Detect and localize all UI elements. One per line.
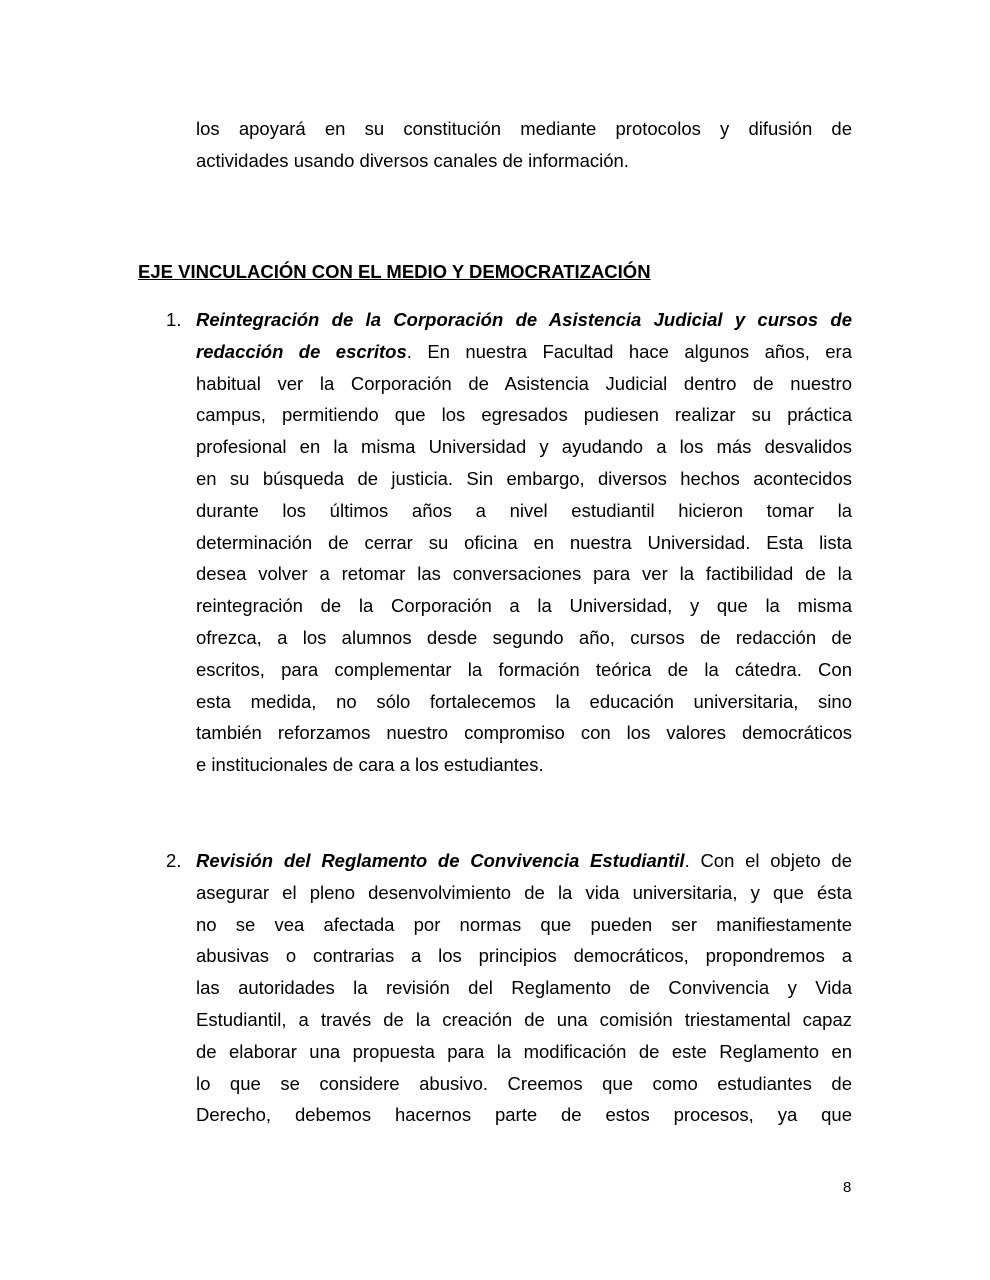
text-line bbox=[196, 558, 852, 590]
body-text: esta medida, no sólo fortalecemos la educación universitaria, sino bbox=[196, 690, 852, 712]
list-item-2 bbox=[196, 845, 852, 1131]
text-line bbox=[196, 113, 852, 145]
item-title-text: Reintegración de la Corporación de Asistencia Judicial y cursos de bbox=[196, 309, 852, 330]
list-item-1 bbox=[196, 304, 852, 781]
text-line bbox=[196, 877, 852, 909]
text-line bbox=[196, 909, 852, 941]
body-text: determinación de cerrar su oficina en nuestra Universidad. Esta lista bbox=[196, 531, 852, 553]
text-line bbox=[196, 1036, 852, 1068]
text-line bbox=[196, 1004, 852, 1036]
body-text: también reforzamos nuestro compromiso con los valores democráticos bbox=[196, 722, 852, 744]
item-number: 1. bbox=[166, 309, 182, 330]
text-line bbox=[196, 336, 852, 368]
body-text: . En nuestra Facultad hace algunos años, era bbox=[406, 340, 852, 362]
text-line bbox=[196, 304, 852, 336]
text-line bbox=[196, 463, 852, 495]
body-text: profesional en la misma Universidad y ayudando a los más desvalidos bbox=[196, 436, 852, 458]
body-text: escritos, para complementar la formación teórica de la cátedra. Con bbox=[196, 658, 852, 680]
body-text: durante los últimos años a nivel estudiantil hicieron tomar la bbox=[196, 499, 852, 521]
body-text: lo que se considere abusivo. Creemos que como estudiantes de bbox=[196, 1072, 852, 1094]
section-heading: EJE VINCULACIÓN CON EL MEDIO Y DEMOCRATIZACIÓN bbox=[138, 261, 651, 282]
text-line bbox=[196, 654, 852, 686]
text-line bbox=[196, 1068, 852, 1100]
text-line bbox=[196, 399, 852, 431]
page-number: 8 bbox=[843, 1179, 852, 1196]
body-text: en su búsqueda de justicia. Sin embargo, diversos hechos acontecidos bbox=[196, 467, 852, 489]
item-number: 2. bbox=[166, 850, 182, 871]
body-text: Estudiantil, a través de la creación de una comisión triestamental capaz bbox=[196, 1008, 852, 1030]
body-text: e institucionales de cara a los estudiantes. bbox=[196, 754, 544, 776]
text-line bbox=[196, 145, 852, 177]
body-text: desea volver a retomar las conversaciones para ver la factibilidad de la bbox=[196, 563, 852, 585]
intro-paragraph bbox=[196, 113, 852, 177]
body-text: las autoridades la revisión del Reglamento de Convivencia y Vida bbox=[196, 977, 852, 999]
body-text: los apoyará en su constitución mediante protocolos y difusión de bbox=[196, 118, 852, 139]
body-text: habitual ver la Corporación de Asistencia Judicial dentro de nuestro bbox=[196, 372, 852, 394]
text-line bbox=[196, 717, 852, 749]
body-text: campus, permitiendo que los egresados pudiesen realizar su práctica bbox=[196, 404, 852, 426]
text-line bbox=[196, 368, 852, 400]
text-line bbox=[196, 495, 852, 527]
body-text: asegurar el pleno desenvolvimiento de la vida universitaria, y que ésta bbox=[196, 881, 852, 903]
text-line bbox=[196, 590, 852, 622]
body-text: no se vea afectada por normas que pueden ser manifiestamente bbox=[196, 913, 852, 935]
body-text: . Con el objeto de bbox=[684, 850, 852, 871]
text-line bbox=[196, 431, 852, 463]
item-title-text: redacción de escritos bbox=[196, 340, 407, 362]
text-line bbox=[196, 940, 852, 972]
text-line bbox=[196, 749, 852, 781]
body-text: Derecho, debemos hacernos parte de estos procesos, ya que bbox=[196, 1104, 852, 1126]
item-title-text: Revisión del Reglamento de Convivencia Estudiantil bbox=[196, 850, 685, 871]
text-line bbox=[196, 845, 852, 877]
text-line bbox=[196, 622, 852, 654]
text-line bbox=[196, 527, 852, 559]
body-text: actividades usando diversos canales de información. bbox=[196, 149, 629, 171]
text-line bbox=[196, 686, 852, 718]
body-text: reintegración de la Corporación a la Universidad, y que la misma bbox=[196, 595, 852, 617]
body-text: abusivas o contrarias a los principios democráticos, propondremos a bbox=[196, 945, 852, 967]
body-text: ofrezca, a los alumnos desde segundo año, cursos de redacción de bbox=[196, 626, 852, 648]
body-text: de elaborar una propuesta para la modificación de este Reglamento en bbox=[196, 1040, 852, 1062]
text-line bbox=[196, 1099, 852, 1131]
text-line bbox=[196, 972, 852, 1004]
